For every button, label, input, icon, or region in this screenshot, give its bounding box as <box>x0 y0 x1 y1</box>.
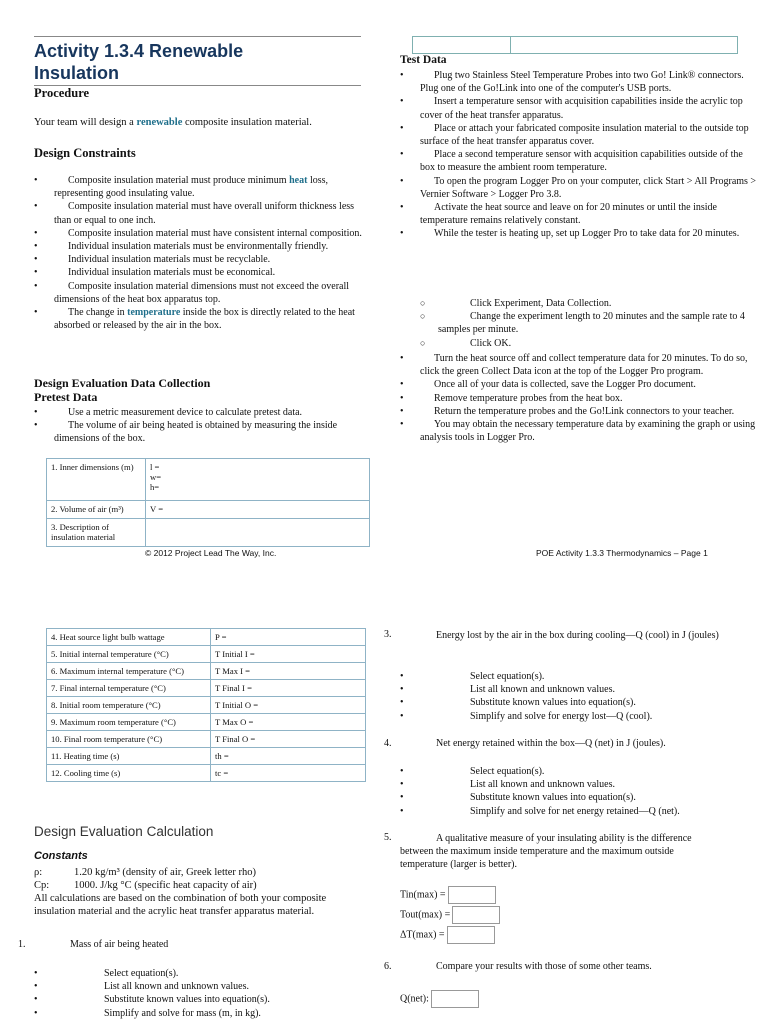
q3-item <box>400 696 760 709</box>
constraint-text: Composite insulation material must have overall uniform thickness less than or equal to one inch. <box>54 201 355 226</box>
q4-item-text: Substitute known values into equation(s). <box>470 792 636 804</box>
test-item-text: Place or attach your fabricated composite insulation material to the outside top surface of the heat transfer apparatus cover. <box>420 122 749 148</box>
test-item-text: While the tester is heating up, set up Logger Pro to take data for 20 minutes. <box>434 228 740 240</box>
data-row-value[interactable]: th = <box>211 748 366 765</box>
calc-note: All calculations are based on the combination of both your composite insulation material and the acrylic heat transfer apparatus material. <box>34 893 327 917</box>
test-item-text: Activate the heat source and leave on for 20 minutes or until the inside temperature remains relatively constant. <box>420 202 717 227</box>
constant-symbol: Cp: <box>34 880 50 891</box>
data-row-value[interactable]: T Max I = <box>211 663 366 680</box>
q5-field-label: ΔT(max) = <box>400 929 445 941</box>
pretest-heading: Pretest Data <box>34 390 98 404</box>
bullet-icon: • <box>34 201 38 213</box>
bullet-icon: • <box>400 710 404 722</box>
pretest-item <box>34 406 369 419</box>
sub-item-text: Change the experiment length to 20 minutes and the sample rate to 4 samples per minute. <box>438 311 745 336</box>
test-data-list-2 <box>400 352 760 444</box>
constraint-text: Composite insulation material dimensions must not exceed the overall dimensions of the heat box apparatus top. <box>54 280 350 305</box>
circle-bullet-icon: ○ <box>420 311 426 322</box>
activity-title: Activity 1.3.4 Renewable Insulation <box>34 41 244 83</box>
constraint-item <box>34 306 369 332</box>
q4-item-text: Simplify and solve for net energy retained—Q (net). <box>470 805 680 817</box>
constant-text: 1.20 kg/m³ (density of air, Greek letter rho) <box>74 867 257 878</box>
q6-text: Compare your results with those of some other teams. <box>436 961 652 972</box>
q5-answer-box[interactable] <box>447 926 495 944</box>
q3-item <box>400 670 760 683</box>
q3-item-text: Select equation(s). <box>470 671 545 682</box>
pretest-row-value[interactable] <box>146 519 370 547</box>
q4-item <box>400 791 760 804</box>
constants-heading: Constants <box>34 850 88 862</box>
test-item <box>400 378 760 391</box>
q5-field-row <box>400 926 500 946</box>
circle-bullet-icon: ○ <box>420 337 426 348</box>
data-row <box>47 663 366 680</box>
q1-list <box>34 967 364 1020</box>
constraint-item <box>34 200 369 226</box>
bullet-icon: • <box>34 968 38 979</box>
q6-answer-box[interactable] <box>431 990 479 1008</box>
bullet-icon: • <box>34 175 38 186</box>
sub-item <box>418 310 758 336</box>
constraint-item <box>34 227 369 240</box>
bullet-icon: • <box>34 307 38 319</box>
data-row <box>47 697 366 714</box>
collection-sub-list <box>418 297 758 350</box>
data-row-label: 8. Initial room temperature (°C) <box>47 697 211 714</box>
test-item <box>400 69 760 95</box>
pretest-item-text: Use a metric measurement device to calculate pretest data. <box>68 407 303 418</box>
bullet-icon: • <box>400 805 404 817</box>
q5-answer-box[interactable] <box>448 886 496 904</box>
q1-number: 1. <box>18 939 26 950</box>
q3-number: 3. <box>384 629 392 640</box>
q5-number: 5. <box>384 832 392 843</box>
data-row-value[interactable]: T Final I = <box>211 680 366 697</box>
pretest-row-label: 1. Inner dimensions (m) <box>47 459 146 501</box>
q5-fields <box>400 886 500 946</box>
procedure-heading: Procedure <box>34 86 90 100</box>
sub-item-text: Click Experiment, Data Collection. <box>470 298 612 309</box>
q5-field-row <box>400 886 500 906</box>
bullet-icon: • <box>34 280 38 292</box>
q6-number: 6. <box>384 961 392 972</box>
bullet-icon: • <box>34 254 38 266</box>
q1-text: Mass of air being heated <box>70 939 169 950</box>
intro-text: Your team will design a renewable composite insulation material. <box>34 117 312 128</box>
constraint-item <box>34 253 369 266</box>
bullet-icon: • <box>34 981 38 993</box>
design-constraints-heading: Design Constraints <box>34 146 136 160</box>
q5-field-label: Tin(max) = <box>400 889 446 901</box>
data-row-value[interactable]: T Initial O = <box>211 697 366 714</box>
bullet-icon: • <box>400 149 404 161</box>
pretest-row <box>47 459 370 501</box>
q1-item-text: Simplify and solve for mass (m, in kg). <box>104 1007 261 1019</box>
data-row <box>47 748 366 765</box>
bullet-icon: • <box>400 392 404 404</box>
test-item <box>400 227 760 240</box>
data-row-label: 5. Initial internal temperature (°C) <box>47 646 211 663</box>
constraint-text: Composite insulation material must produce minimum <box>68 175 290 186</box>
q1-item <box>34 967 364 980</box>
test-item <box>400 175 760 201</box>
q5-answer-box[interactable] <box>452 906 500 924</box>
q3-item <box>400 683 760 696</box>
constraint-text: Individual insulation materials must be recyclable. <box>68 254 271 266</box>
constraint-keyword: temperature <box>127 307 181 319</box>
pretest-item-text: The volume of air being heated is obtained by measuring the inside dimensions of the box. <box>54 420 338 445</box>
constant-row <box>34 879 374 892</box>
title-rule-top <box>34 36 361 37</box>
data-row-label: 9. Maximum room temperature (°C) <box>47 714 211 731</box>
q5-field-label: Tout(max) = <box>400 909 451 921</box>
eval-heading: Design Evaluation Data Collection <box>34 376 211 390</box>
constant-symbol: ρ: <box>34 867 43 878</box>
pretest-row-value[interactable]: l = w= h= <box>146 459 370 501</box>
q1-item <box>34 993 364 1006</box>
q6-field: Q(net): <box>400 990 479 1008</box>
test-item <box>400 122 760 148</box>
test-item-text: Turn the heat source off and collect temperature data for 20 minutes. To do so, click the green Collect Data icon at the top of the Logger Pro program. <box>420 353 748 378</box>
bullet-icon: • <box>34 267 38 279</box>
bullet-icon: • <box>400 353 404 364</box>
constraint-text: Individual insulation materials must be environmentally friendly. <box>68 241 329 253</box>
data-row <box>47 765 366 782</box>
q5-field-row <box>400 906 500 926</box>
q1-item <box>34 1007 364 1020</box>
test-item-text: Place a second temperature sensor with acquisition capabilities outside of the box to measure the ambient room temperature. <box>420 149 743 174</box>
q3-text: Energy lost by the air in the box during cooling—Q (cool) in J (joules) <box>436 630 719 641</box>
q5-text: A qualitative measure of your insulating ability is the difference between the maximum inside temperature and the maximum outside temperature (larger is better). <box>400 833 692 870</box>
constraint-text: Individual insulation materials must be economical. <box>68 267 276 279</box>
q4-item <box>400 765 760 778</box>
constraint-text: Composite insulation material must have consistent internal composition. <box>68 227 362 239</box>
calc-heading: Design Evaluation Calculation <box>34 824 214 839</box>
bullet-icon: • <box>400 202 404 214</box>
data-row-label: 6. Maximum internal temperature (°C) <box>47 663 211 680</box>
test-item-text: Plug two Stainless Steel Temperature Probes into two Go! Link® connectors. Plug one of the Go!Link into one of the computer's USB ports. <box>420 70 744 95</box>
footer-copyright: © 2012 Project Lead The Way, Inc. <box>145 548 277 558</box>
q4-item <box>400 805 760 818</box>
test-item <box>400 392 760 405</box>
test-item-text: Return the temperature probes and the Go!Link connectors to your teacher. <box>434 405 735 417</box>
constraint-item <box>34 280 369 306</box>
test-item <box>400 405 760 418</box>
q1-item-text: Substitute known values into equation(s). <box>104 994 270 1006</box>
test-item-text: Remove temperature probes from the heat box. <box>434 392 623 404</box>
bullet-icon: • <box>400 792 404 804</box>
header-box <box>412 36 738 54</box>
pretest-table <box>46 458 370 547</box>
q4-item-text: Select equation(s). <box>470 766 545 777</box>
test-item <box>400 95 760 121</box>
q1-item <box>34 980 364 993</box>
data-row-label: 10. Final room temperature (°C) <box>47 731 211 748</box>
test-data-table <box>46 628 366 782</box>
data-row-label: 12. Cooling time (s) <box>47 765 211 782</box>
test-item <box>400 201 760 227</box>
pretest-row <box>47 519 370 547</box>
bullet-icon: • <box>400 697 404 709</box>
bullet-icon: • <box>400 766 404 777</box>
bullet-icon: • <box>400 684 404 696</box>
test-data-heading: Test Data <box>400 54 447 66</box>
bullet-icon: • <box>34 241 38 253</box>
sub-item <box>418 337 758 350</box>
data-row-value[interactable]: P = <box>211 629 366 646</box>
q4-item-text: List all known and unknown values. <box>470 779 615 791</box>
data-row-value[interactable]: T Final O = <box>211 731 366 748</box>
constraint-item <box>34 174 369 200</box>
bullet-icon: • <box>400 379 404 391</box>
pretest-row <box>47 501 370 519</box>
data-row-value[interactable]: tc = <box>211 765 366 782</box>
data-row <box>47 714 366 731</box>
constraint-item <box>34 266 369 279</box>
footer-page-label: POE Activity 1.3.3 Thermodynamics – Page 1 <box>536 548 708 558</box>
bullet-icon: • <box>400 671 404 682</box>
q3-item <box>400 710 760 723</box>
data-row <box>47 646 366 663</box>
bullet-icon: • <box>34 994 38 1006</box>
bullet-icon: • <box>34 420 38 432</box>
constant-row <box>34 866 374 879</box>
data-row-value[interactable]: T Initial I = <box>211 646 366 663</box>
bullet-icon: • <box>400 122 404 134</box>
bullet-icon: • <box>400 175 404 187</box>
bullet-icon: • <box>400 228 404 240</box>
pretest-list <box>34 406 369 446</box>
sub-item <box>418 297 758 310</box>
test-item <box>400 148 760 174</box>
test-item <box>400 418 760 444</box>
constraint-item <box>34 240 369 253</box>
test-item-text: Once all of your data is collected, save the Logger Pro document. <box>434 379 696 391</box>
bullet-icon: • <box>400 96 404 108</box>
constraint-text-end: inside the box is directly related to the heat absorbed or released by the air in the box. <box>54 307 355 332</box>
bullet-icon: • <box>34 1007 38 1019</box>
q4-list <box>400 765 760 818</box>
data-row-label: 11. Heating time (s) <box>47 748 211 765</box>
constraint-text-end: loss, representing good insulating value. <box>54 175 328 200</box>
bullet-icon: • <box>400 779 404 791</box>
pretest-row-label: 2. Volume of air (m³) <box>47 501 146 519</box>
data-row <box>47 731 366 748</box>
constraint-text: The change in <box>68 307 128 319</box>
bullet-icon: • <box>400 405 404 417</box>
q3-item-text: List all known and unknown values. <box>470 684 615 696</box>
test-item <box>400 352 760 378</box>
pretest-item <box>34 419 369 445</box>
bullet-icon: • <box>400 419 404 431</box>
data-row-label: 4. Heat source light bulb wattage <box>47 629 211 646</box>
data-row <box>47 680 366 697</box>
test-data-list <box>400 69 760 241</box>
data-row-label: 7. Final internal temperature (°C) <box>47 680 211 697</box>
circle-bullet-icon: ○ <box>420 298 426 308</box>
constraint-keyword: heat <box>289 175 308 186</box>
bullet-icon: • <box>34 227 38 239</box>
q3-item-text: Substitute known values into equation(s). <box>470 697 636 709</box>
q3-list <box>400 670 760 723</box>
test-item-text: To open the program Logger Pro on your computer, click Start > All Programs > Vernier Software > Logger Pro 3.8. <box>420 175 757 200</box>
q4-number: 4. <box>384 738 392 749</box>
q4-text: Net energy retained within the box—Q (net) in J (joules). <box>436 738 666 749</box>
constraints-list <box>34 174 369 332</box>
q1-item-text: List all known and unknown values. <box>104 981 249 993</box>
q4-item <box>400 778 760 791</box>
data-row-value[interactable]: T Max O = <box>211 714 366 731</box>
bullet-icon: • <box>34 407 38 418</box>
sub-item-text: Click OK. <box>470 337 512 349</box>
constant-text: 1000. J/kg °C (specific heat capacity of air) <box>74 880 257 891</box>
pretest-row-label: 3. Description of insulation material <box>47 519 146 547</box>
renewable-keyword: renewable <box>136 117 183 128</box>
constants-block <box>34 866 374 892</box>
test-item-text: Insert a temperature sensor with acquisition capabilities inside the acrylic top cover of the heat transfer apparatus. <box>420 96 743 121</box>
test-item-text: You may obtain the necessary temperature data by examining the graph or using analysis tools in Logger Pro. <box>420 419 756 444</box>
pretest-row-value[interactable]: V = <box>146 501 370 519</box>
data-row <box>47 629 366 646</box>
q1-item-text: Select equation(s). <box>104 968 179 979</box>
bullet-icon: • <box>400 70 404 81</box>
q3-item-text: Simplify and solve for energy lost—Q (cool). <box>470 710 653 722</box>
